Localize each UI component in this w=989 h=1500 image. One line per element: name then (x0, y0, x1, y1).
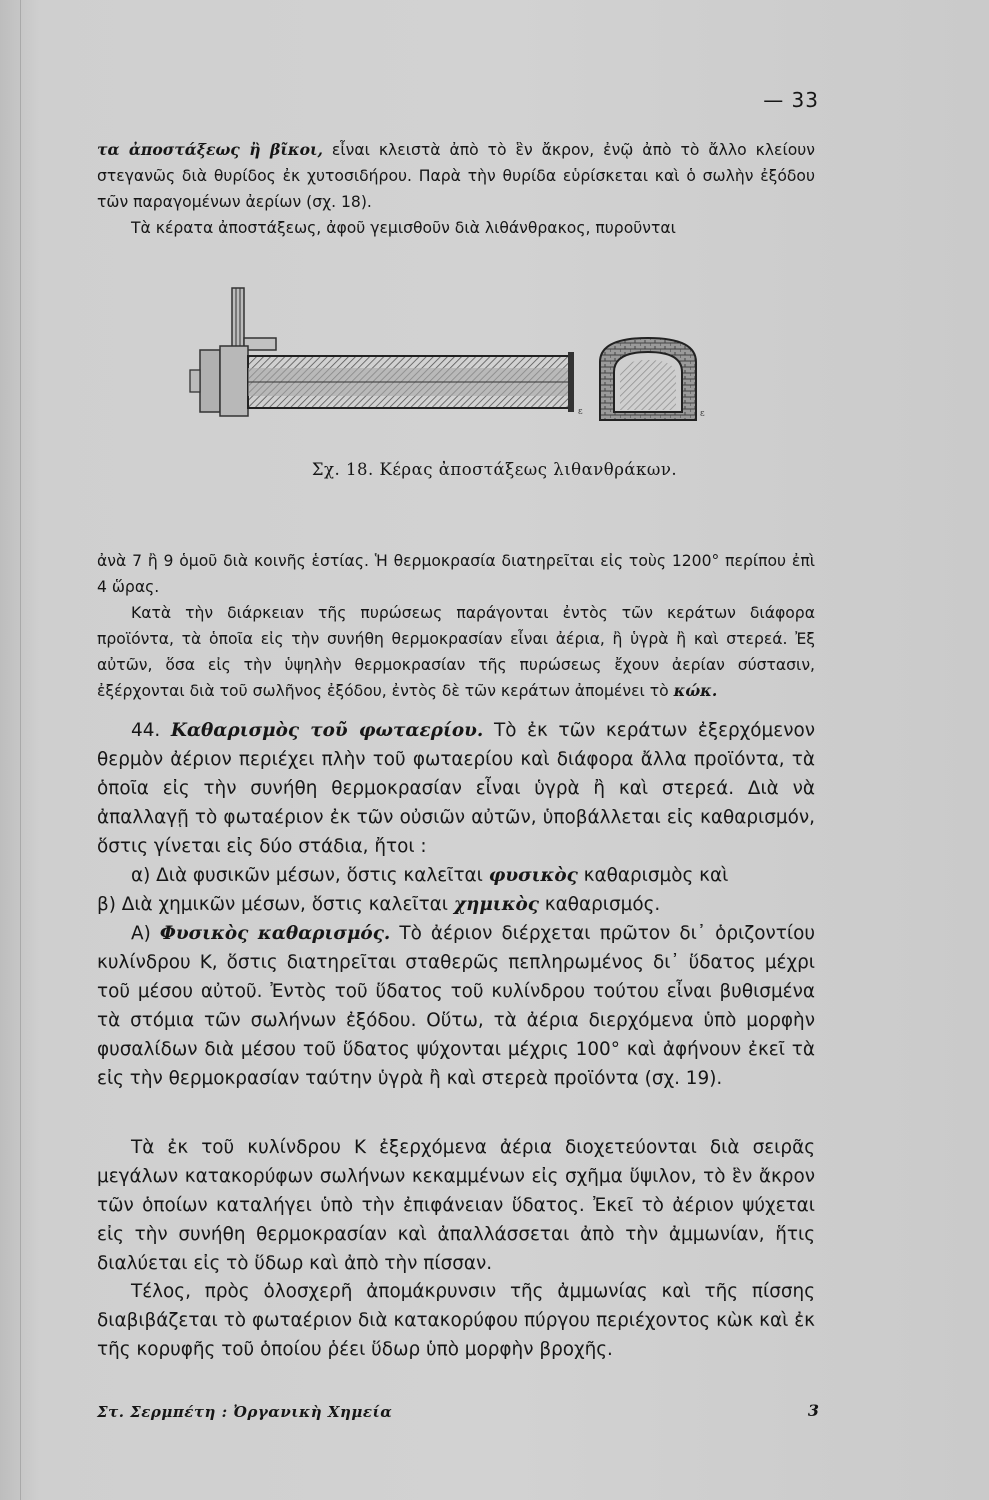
list-item-a (97, 861, 815, 890)
list-item-b (97, 890, 815, 919)
list-item-a-term: φυσικὸς (488, 865, 578, 886)
section-44-text: Τὸ ἐκ τῶν κεράτων ἐξερχόμενον θερμὸν ἀέριον περιέχει πλὴν τοῦ φωταερίου καὶ διάφορα ἄλλα προϊόντα, τὰ ὁποῖα εἰς τὴν συνήθη θερμοκρασίαν εἶναι ὑγρὰ ἢ καὶ στερεά. Διὰ νὰ ἀπαλλαγῇ τὸ φωταέριον ἐκ τῶν οὐσιῶν αὐτῶν, ὑποβάλλεται εἰς καθαρισμόν, ὅστις γίνεται εἰς δύο στάδια, ἤτοι : (97, 720, 816, 858)
footer-author-title: Στ. Σερμπέτη : Ὀργανικὴ Χημεία (97, 1403, 393, 1421)
physical-label: Α) (131, 923, 151, 944)
page-fold-line (20, 0, 21, 1500)
figure-label-left: ε (578, 407, 583, 417)
list-item-b-text: β) Διὰ χημικῶν μέσων, ὅστις καλεῖται (97, 894, 454, 915)
list-item-a-end: καθαρισμὸς καὶ (577, 865, 729, 886)
coke-term: κώκ. (673, 681, 718, 700)
retort-figure (170, 280, 730, 430)
physical-text: Τὸ ἀέριον διέρχεται πρῶτον δι᾽ ὁριζοντίου κυλίνδρου Κ, ὅστις διατηρεῖται σταθερῶς πεπληρωμένος δι᾽ ὕδατος μέχρι τοῦ μέσου αὐτοῦ. Ἐντὸς τοῦ ὕδατος τοῦ κυλίνδρου τούτου εἶναι βυθισμένα τὰ στόμια τῶν σωλήνων ἐξόδου. Οὕτω, τὰ ἀέρια διερχόμενα ὑπὸ μορφὴν φυσαλίδων διὰ μέσου τοῦ ὕδατος ψύχονται μέχρις 100° καὶ ἀφήνουν ἐκεῖ τὰ εἰς τὴν θερμοκρασίαν ταύτην ὑγρὰ ἢ καὶ στερεὰ προϊόντα (σχ. 19). (97, 923, 815, 1090)
figure-caption: Σχ. 18. Κέρας ἀποστάξεως λιθανθράκων. (311, 460, 678, 479)
footer-signature-number: 3 (807, 1401, 819, 1420)
retort-cross-section (600, 338, 696, 420)
physical-purification (97, 919, 815, 1094)
figure-label-right: ε (700, 409, 705, 419)
page-number: — 33 (763, 88, 819, 112)
cylinder-paragraph: Τὰ ἐκ τοῦ κυλίνδρου Κ ἐξερχόμενα ἀέρια διοχετεύονται διὰ σειρᾶς μεγάλων κατακορύφων σωλήνων κεκαμμένων εἰς σχῆμα ὕψιλον, τὸ ἓν ἄκρον τῶν ὁποίων καταλήγει ὑπὸ τὴν ἐπιφάνειαν ὕδατος. Ἐκεῖ τὸ ἀέριον ψύχεται εἰς τὴν συνήθη θερμοκρασίαν καὶ ἀπαλλάσσεται ἀπὸ τὴν ἀμμωνίαν, ἥτις διαλύεται εἰς τὸ ὕδωρ καὶ ἀπὸ τὴν πίσσαν. (97, 1137, 815, 1275)
products-text: Κατὰ τὴν διάρκειαν τῆς πυρώσεως παράγονται ἐντὸς τῶν κεράτων διάφορα προϊόντα, τὰ ὁποῖα εἰς τὴν συνήθη θερμοκρασίαν εἶναι ἀέρια, ἢ ὑγρὰ ἢ καὶ στερεά. Ἐξ αὐτῶν, ὅσα εἰς τὴν ὑψηλὴν θερμοκρασίαν τῆς πυρώσεως ἔχουν ἀερίαν σύστασιν, ἐξέρχονται διὰ τοῦ σωλῆνος ἐξόδου, ἐντὸς δὲ τῶν κεράτων ἀπομένει τὸ (97, 604, 815, 700)
list-item-b-end: καθαρισμός. (538, 894, 661, 915)
retort-side-view (190, 288, 574, 416)
continuation-paragraph: ἀνὰ 7 ἢ 9 ὁμοῦ διὰ κοινῆς ἑστίας. Ἡ θερμοκρασία διατηρεῖται εἰς τοὺς 1200° περίπου ἐπὶ 4 ὥρας. (97, 552, 815, 596)
top-paragraph (97, 137, 815, 215)
list-item-b-term: χημικὸς (453, 894, 539, 915)
section-44 (97, 716, 815, 861)
section-44-number: 44. (131, 720, 161, 741)
list-item-a-text: α) Διὰ φυσικῶν μέσων, ὅστις καλεῖται (131, 865, 489, 886)
section-44-title: Καθαρισμὸς τοῦ φωταερίου. (170, 720, 484, 741)
top-paragraph-text: εἶναι κλειστὰ ἀπὸ τὸ ἓν ἄκρον, ἐνῷ ἀπὸ τὸ ἄλλο κλείουν στεγανῶς διὰ θυρίδος ἐκ χυτοσιδήρου. Παρὰ τὴν θυρίδα εὑρίσκεται καὶ ὁ σωλὴν ἐξόδου τῶν παραγομένων ἀερίων (σχ. 18). (97, 141, 815, 211)
horn-paragraph: Τὰ κέρατα ἀποστάξεως, ἀφοῦ γεμισθοῦν διὰ λιθάνθρακος, πυροῦνται (131, 219, 676, 237)
products-paragraph (97, 600, 815, 704)
top-paragraph-lead: τα ἀποστάξεως ἢ βῖκοι, (97, 140, 323, 159)
physical-title: Φυσικὸς καθαρισμός. (159, 923, 391, 944)
final-paragraph: Τέλος, πρὸς ὁλοσχερῆ ἀπομάκρυνσιν τῆς ἀμμωνίας καὶ τῆς πίσσης διαβιβάζεται τὸ φωταέριον διὰ κατακορύφου πύργου περιέχοντος κὼκ καὶ ἐκ τῆς κορυφῆς τοῦ ὁποίου ῥέει ὕδωρ ὑπὸ μορφὴν βροχῆς. (97, 1281, 815, 1361)
